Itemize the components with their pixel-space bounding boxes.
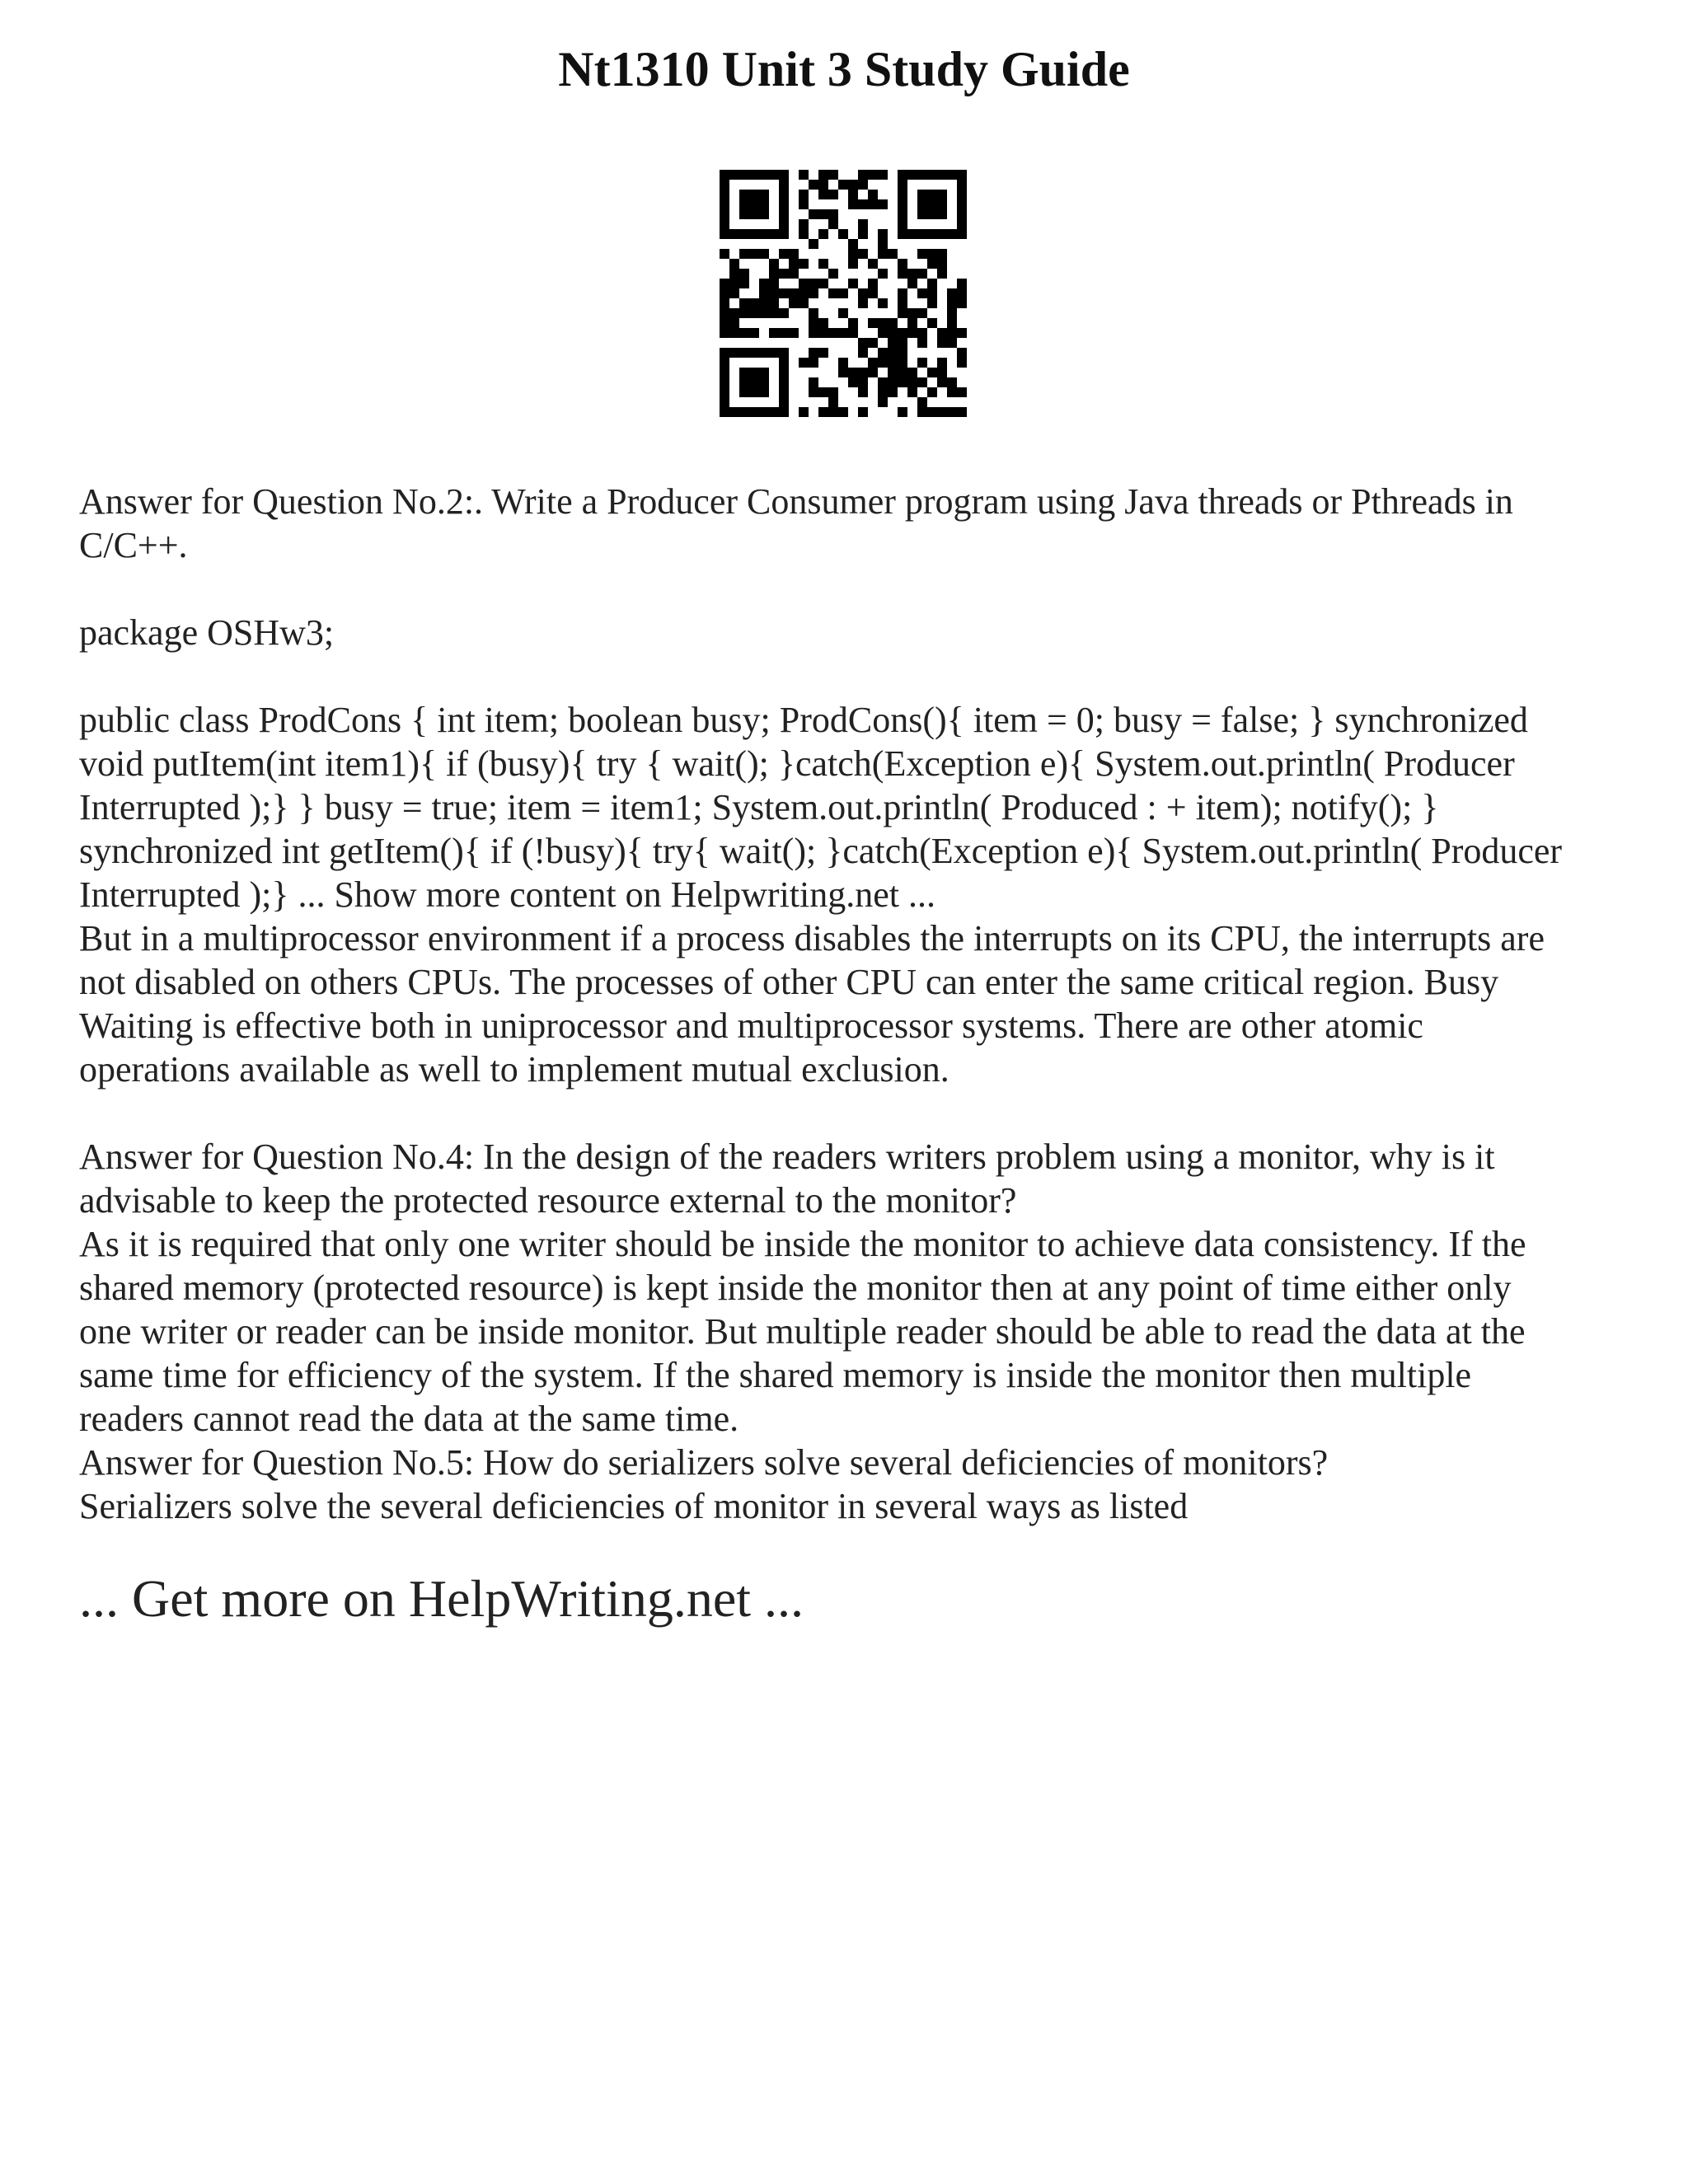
multiprocessor-paragraph: But in a multiprocessor environment if a process disables the interrupts on its CPU, the interrupts are not disabled on others CPUs. The processes of other CPU can enter the same critical region. Busy Waiting is effective both in uniprocessor and multiprocessor systems. There are other atomic operations available as well to implement mutual exclusion.	[79, 918, 1545, 1090]
document-body	[79, 480, 1629, 1528]
package-line: package OSHw3;	[79, 612, 335, 653]
qr-code	[720, 170, 967, 417]
question-4-heading: Answer for Question No.4: In the design of the readers writers problem using a monitor, why is it advisable to keep the protected resource external to the monitor?	[79, 1137, 1495, 1221]
page-title: Nt1310 Unit 3 Study Guide	[558, 42, 1130, 96]
question-4-answer: As it is required that only one writer should be inside the monitor to achieve data consistency. If the shared memory (protected resource) is kept inside the monitor then at any point of time either only one writer or reader can be inside monitor. But multiple reader should be able to read the data at the same time for efficiency of the system. If the shared memory is inside the monitor then multiple readers cannot read the data at the same time.	[79, 1224, 1526, 1439]
question-5-answer: Serializers solve the several deficiencies of monitor in several ways as listed	[79, 1486, 1189, 1526]
code-block: public class ProdCons { int item; boolean busy; ProdCons(){ item = 0; busy = false; } synchronized void putItem(int item1){ if (busy){ try { wait(); }catch(Exception e){ System.out.println( Producer Interrupted );} } busy = true; item = item1; System.out.println( Produced : + item); notify(); } synchronized int getItem(){ if (!busy){ try{ wait(); }catch(Exception e){ System.out.println( Producer Interrupted );} ... Show more content on Helpwriting.net ...	[79, 700, 1563, 915]
question-5-heading: Answer for Question No.5: How do serializers solve several deficiencies of monitors?	[79, 1442, 1329, 1483]
get-more-link[interactable]: ... Get more on HelpWriting.net ...	[79, 1569, 804, 1628]
question-2-heading: Answer for Question No.2:. Write a Producer Consumer program using Java threads or Pthreads in C/C++.	[79, 481, 1513, 565]
